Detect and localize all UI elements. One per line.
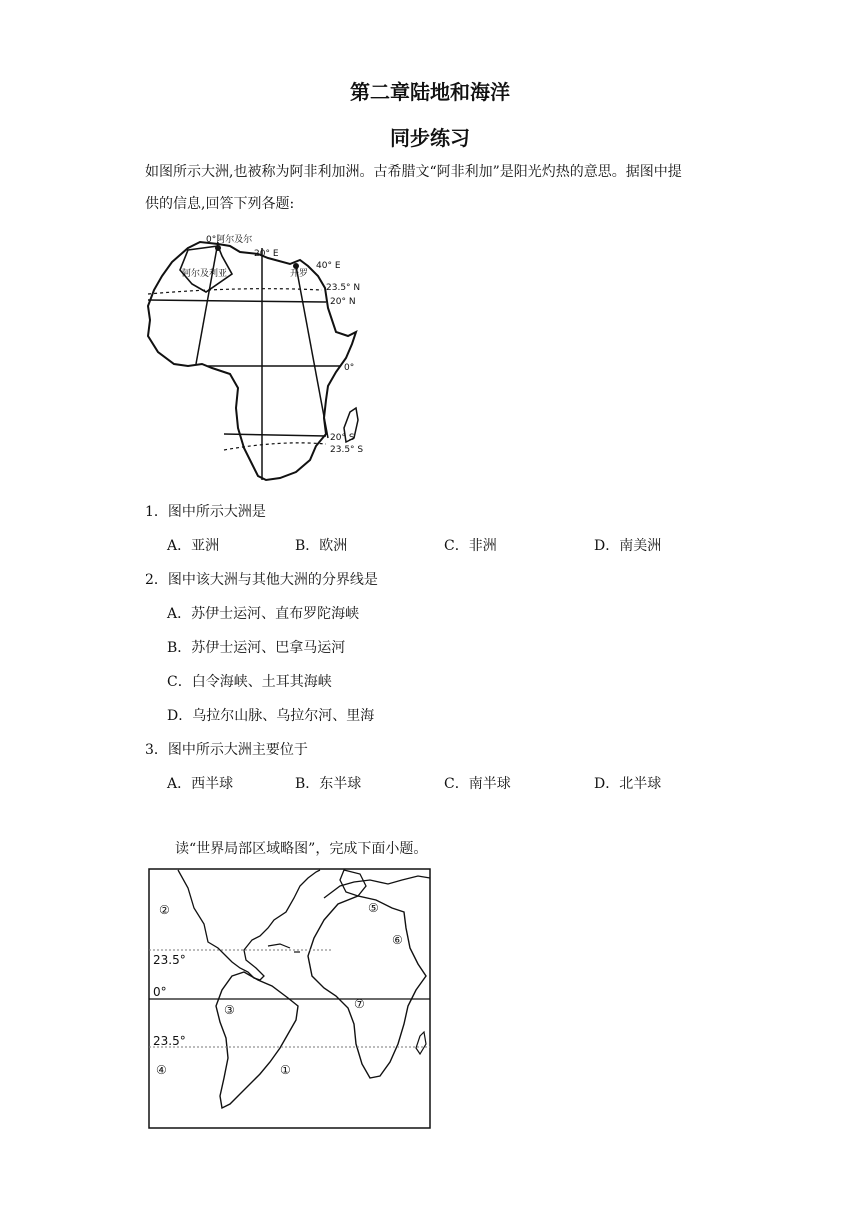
q1-option-d[interactable]: D．南美洲 — [594, 538, 662, 554]
question-3-stem: 3．图中所示大洲主要位于 — [145, 742, 308, 758]
marker-5: ⑤ — [368, 901, 379, 915]
page-title: 第二章陆地和海洋 — [350, 80, 510, 104]
tropic-of-cancer — [148, 289, 322, 294]
world-partial-map — [148, 868, 432, 1130]
question-2-stem: 2．图中该大洲与其他大洲的分界线是 — [145, 572, 378, 588]
label-lat-235s: 23.5° S — [330, 445, 364, 455]
label-algeria: 阿尔及利亚 — [182, 269, 228, 279]
page-subtitle: 同步练习 — [390, 126, 470, 150]
label-lon-20e: 20° E — [254, 249, 279, 259]
label-lon-40e: 40° E — [316, 261, 341, 271]
label-lat-235n: 23.5° — [153, 953, 186, 967]
africa-outline — [148, 242, 356, 480]
q3-option-b[interactable]: B．东半球 — [295, 776, 362, 792]
q2-option-c[interactable]: C．白令海峡、土耳其海峡 — [167, 674, 332, 690]
label-cairo: 开罗 — [290, 269, 309, 279]
q2-option-b[interactable]: B．苏伊士运河、巴拿马运河 — [167, 640, 346, 656]
lat-20n-line — [148, 300, 326, 302]
q1-option-b[interactable]: B．欧洲 — [295, 538, 348, 554]
intro-line-2: 供的信息,回答下列各题: — [145, 196, 295, 212]
question-1-stem: 1．图中所示大洲是 — [145, 504, 266, 520]
marker-6: ⑥ — [392, 933, 403, 947]
marker-3: ③ — [224, 1003, 235, 1017]
label-lat-235n: 23.5° N — [326, 283, 361, 293]
label-lat-235s: 23.5° — [153, 1034, 186, 1048]
q3-option-d[interactable]: D．北半球 — [594, 776, 662, 792]
label-equator: 0° — [344, 363, 355, 373]
intro-paragraph — [145, 156, 725, 220]
label-lat-20n: 20° N — [330, 297, 356, 307]
section-2-intro: 读“世界局部区域略图”，完成下面小题。 — [175, 841, 428, 857]
q1-option-a[interactable]: A．亚洲 — [167, 538, 220, 554]
label-algiers: 0°阿尔及尔 — [206, 235, 253, 245]
label-equator: 0° — [153, 985, 167, 999]
q2-option-a[interactable]: A．苏伊士运河、直布罗陀海峡 — [167, 606, 360, 622]
algiers-dot — [215, 245, 221, 251]
q3-option-a[interactable]: A．西半球 — [167, 776, 234, 792]
africa-map — [140, 228, 380, 490]
tropic-of-capricorn — [224, 443, 326, 450]
q2-option-d[interactable]: D．乌拉尔山脉、乌拉尔河、里海 — [167, 708, 375, 724]
marker-7: ⑦ — [354, 997, 365, 1011]
marker-2: ② — [159, 903, 170, 917]
marker-4: ④ — [156, 1063, 167, 1077]
q3-option-c[interactable]: C．南半球 — [444, 776, 511, 792]
q1-option-c[interactable]: C．非洲 — [444, 538, 497, 554]
intro-line-1: 如图所示大洲,也被称为阿非利加洲。古希腊文“阿非利加”是阳光灼热的意思。据图中提 — [145, 164, 682, 180]
label-lat-20s: 20° S — [330, 433, 355, 443]
marker-1: ① — [280, 1063, 291, 1077]
